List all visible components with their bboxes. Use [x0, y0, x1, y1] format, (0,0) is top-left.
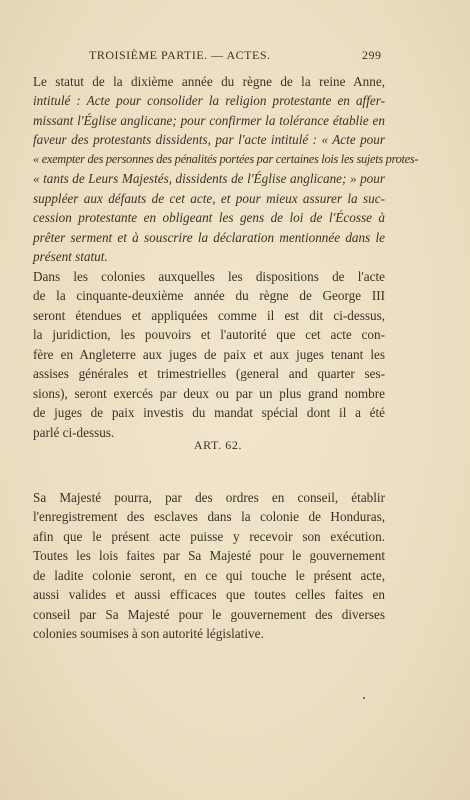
running-title: TROISIÈME PARTIE. — ACTES. [89, 48, 271, 62]
text-line: de ladite colonie seront, en ce qui touche le présent acte, [33, 567, 385, 583]
text-line: suppléer aux défauts de cet acte, et pour mieux assurer la suc- [33, 190, 385, 206]
text-line: de la cinquante-deuxième année du règne de George III [33, 288, 385, 304]
text-line: Toutes les lois faites par Sa Majesté pour le gouvernement [33, 548, 385, 564]
text-line: parlé ci-dessus. [33, 424, 115, 440]
text-line: sions), seront exercés par deux ou par un plus grand nombre [33, 385, 385, 401]
text-line: cession protestante en obligeant les gens de loi de l'Écosse à [33, 210, 385, 226]
text-line: colonies soumises à son autorité législative. [33, 626, 264, 642]
article-number: ART. 62. [193, 438, 243, 452]
text-line: faveur des protestants dissidents, par l'acte intitulé : « Acte pour [33, 132, 385, 148]
text-line: seront étendues et appliquées comme il est dit ci-dessus, [33, 307, 385, 323]
text-line: afin que le présent acte puisse y recevoir son exécution. [33, 528, 385, 544]
text-line: prêter serment et à souscrire la déclaration mentionnée dans le [33, 229, 385, 245]
text-line: Le statut de la dixième année du règne de la reine Anne, [33, 74, 385, 89]
text-line: fère en Angleterre aux juges de paix et aux juges tenant les [33, 346, 385, 362]
text-line: Sa Majesté pourra, par des ordres en conseil, établir [33, 490, 385, 505]
text-line: présent statut. [33, 249, 108, 265]
text-line: Dans les colonies auxquelles les dispositions de l'acte [33, 269, 385, 284]
article-heading [0, 438, 470, 453]
text-line: « tants de Leurs Majestés, dissidents de l'Église anglicane; » pour [33, 171, 385, 187]
running-head [0, 48, 470, 64]
text-line: l'enregistrement des esclaves dans la colonie de Honduras, [33, 509, 385, 525]
text-line: intitulé : Acte pour consolider la religion protestante en affer- [33, 93, 385, 109]
paragraph-colonies [33, 267, 385, 442]
text-line: assises générales et trimestrielles (general and quarter ses- [33, 366, 385, 382]
text-line: aussi valides et aussi efficaces que toutes celles faites en [33, 587, 385, 603]
text-line: la juridiction, les pouvoirs et l'autorité que cet acte con- [33, 327, 385, 343]
text-line: « exempter des personnes des pénalités portées par certaines lois les sujets protes- [33, 151, 419, 166]
paragraph-statute [33, 72, 419, 267]
paper-speck [363, 697, 365, 699]
text-line: conseil par Sa Majesté pour le gouvernement des diverses [33, 606, 385, 622]
text-line: de juges de paix investis du mandat spécial dont il a été [33, 405, 385, 421]
text-line: missant l'Église anglicane; pour confirmer la tolérance établie en [33, 112, 385, 128]
paragraph-honduras [33, 488, 385, 644]
page-number: 299 [362, 48, 382, 62]
